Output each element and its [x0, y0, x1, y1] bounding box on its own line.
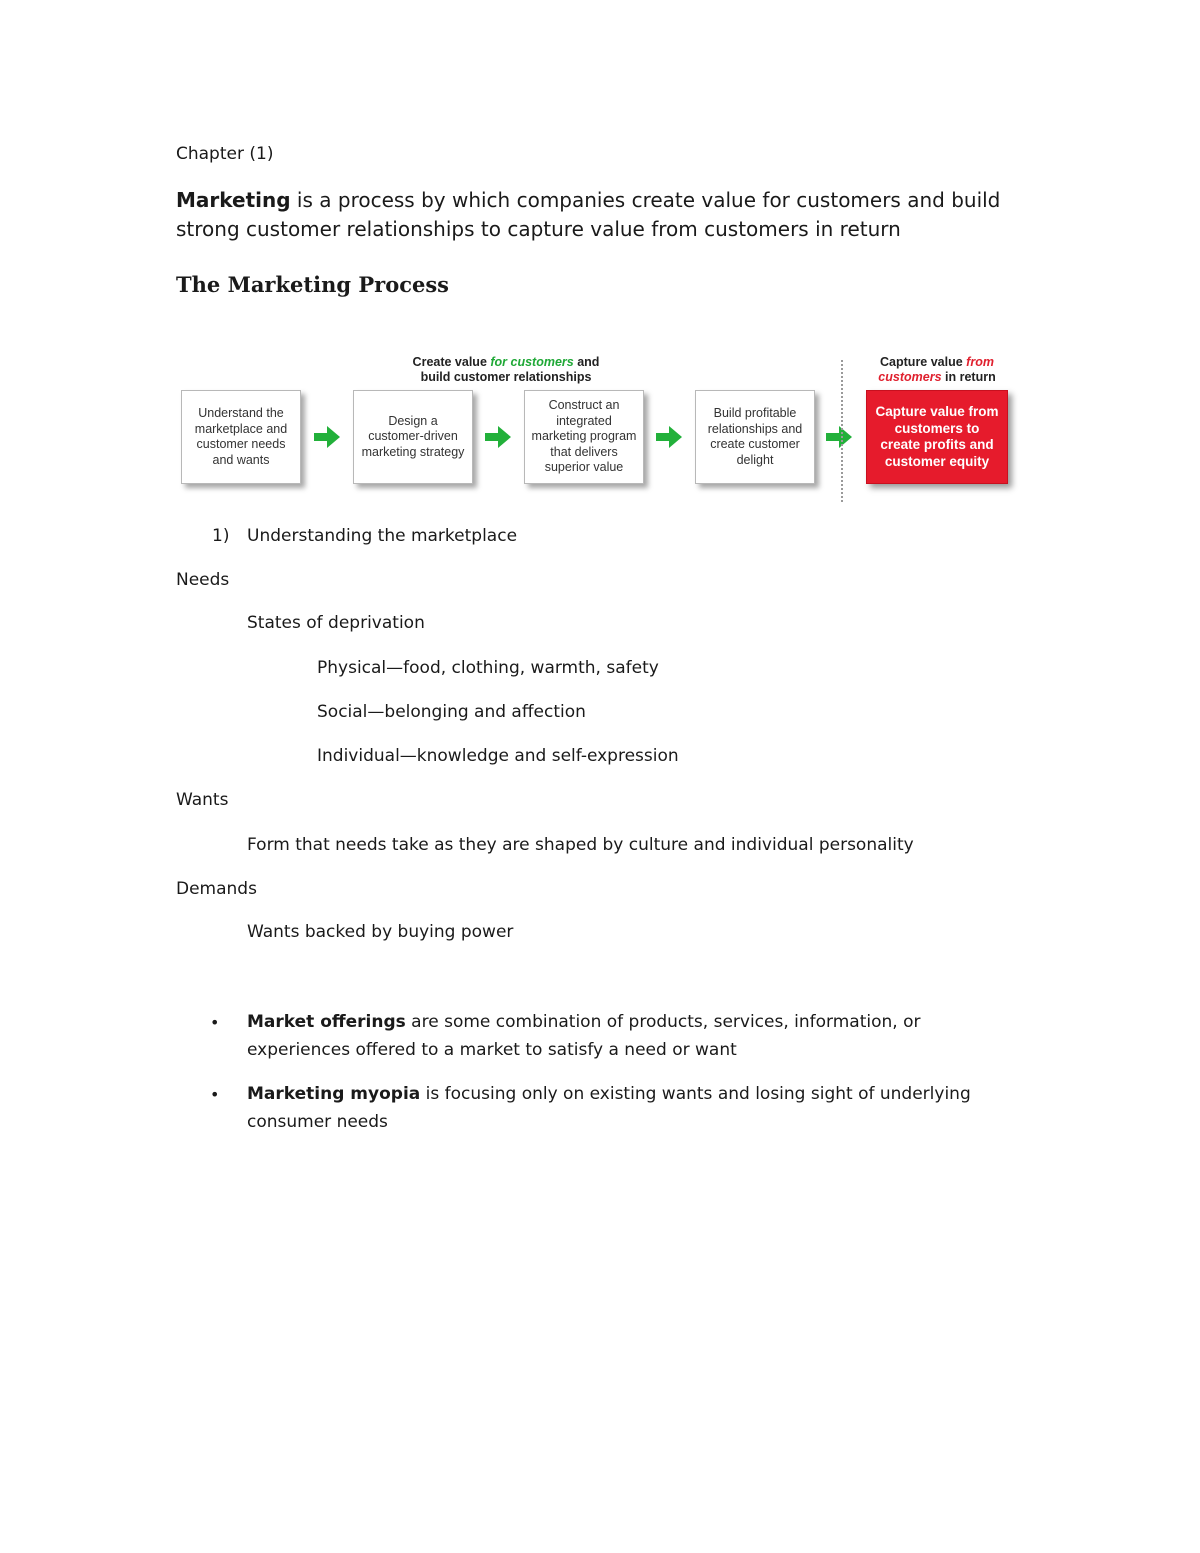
wants-definition: Form that needs take as they are shaped by culture and individual personality [247, 835, 914, 855]
demands-label: Demands [176, 879, 257, 899]
needs-physical: Physical—food, clothing, warmth, safety [317, 658, 659, 678]
arrow-right-icon [312, 422, 342, 452]
label-left-line2: build customer relationships [420, 370, 592, 384]
list-number: 1) [212, 526, 230, 546]
step-build-relationships: Build profitable relationships and create customer delight [695, 390, 815, 484]
wants-label: Wants [176, 790, 229, 810]
needs-label: Needs [176, 570, 230, 590]
arrow-right-icon [483, 422, 513, 452]
definition-term: Marketing [176, 188, 291, 212]
marketing-process-diagram [176, 348, 1016, 508]
bullet-text: is focusing only on existing wants and losing sight of underlying consumer needs [247, 1084, 971, 1132]
label-right-line2-highlight: customers [878, 370, 942, 384]
step-design-strategy: Design a customer-driven marketing strategy [353, 390, 473, 484]
bullet-marketing-myopia [247, 1080, 987, 1136]
label-left-part3: and [573, 355, 600, 369]
bullet-term: Market offerings [247, 1012, 406, 1032]
bullet-market-offerings [247, 1008, 987, 1064]
label-right-highlight: from [966, 355, 994, 369]
bullet-text: are some combination of products, services, information, or experiences offered to a market to satisfy a need or want [247, 1012, 921, 1060]
step-understand-marketplace: Understand the marketplace and customer needs and wants [181, 390, 301, 484]
marketing-definition [176, 186, 1036, 244]
label-left-part1: Create value [412, 355, 491, 369]
divider-dotted-line [841, 360, 843, 502]
bullet-icon: • [210, 1013, 220, 1032]
chapter-title: Chapter (1) [176, 144, 274, 164]
diagram-label-capture-value [852, 355, 1022, 385]
demands-definition: Wants backed by buying power [247, 922, 514, 942]
needs-definition: States of deprivation [247, 613, 425, 633]
bullet-icon: • [210, 1085, 220, 1104]
label-right-line2-rest: in return [941, 370, 996, 384]
needs-social: Social—belonging and affection [317, 702, 586, 722]
label-left-highlight: for customers [490, 355, 574, 369]
list-item-understanding [212, 526, 517, 546]
section-heading: The Marketing Process [176, 272, 449, 297]
arrow-right-icon [654, 422, 684, 452]
definition-text: is a process by which companies create value for customers and build strong customer relationships to capture value from customers in return [176, 188, 1001, 241]
bullet-term: Marketing myopia [247, 1084, 421, 1104]
label-right-part1: Capture value [880, 355, 967, 369]
step-capture-value: Capture value from customers to create profits and customer equity [866, 390, 1008, 484]
step-construct-program: Construct an integrated marketing program that delivers superior value [524, 390, 644, 484]
arrow-right-icon [824, 422, 854, 452]
diagram-label-create-value [356, 355, 656, 385]
needs-individual: Individual—knowledge and self-expression [317, 746, 679, 766]
list-item-text: Understanding the marketplace [247, 526, 518, 546]
